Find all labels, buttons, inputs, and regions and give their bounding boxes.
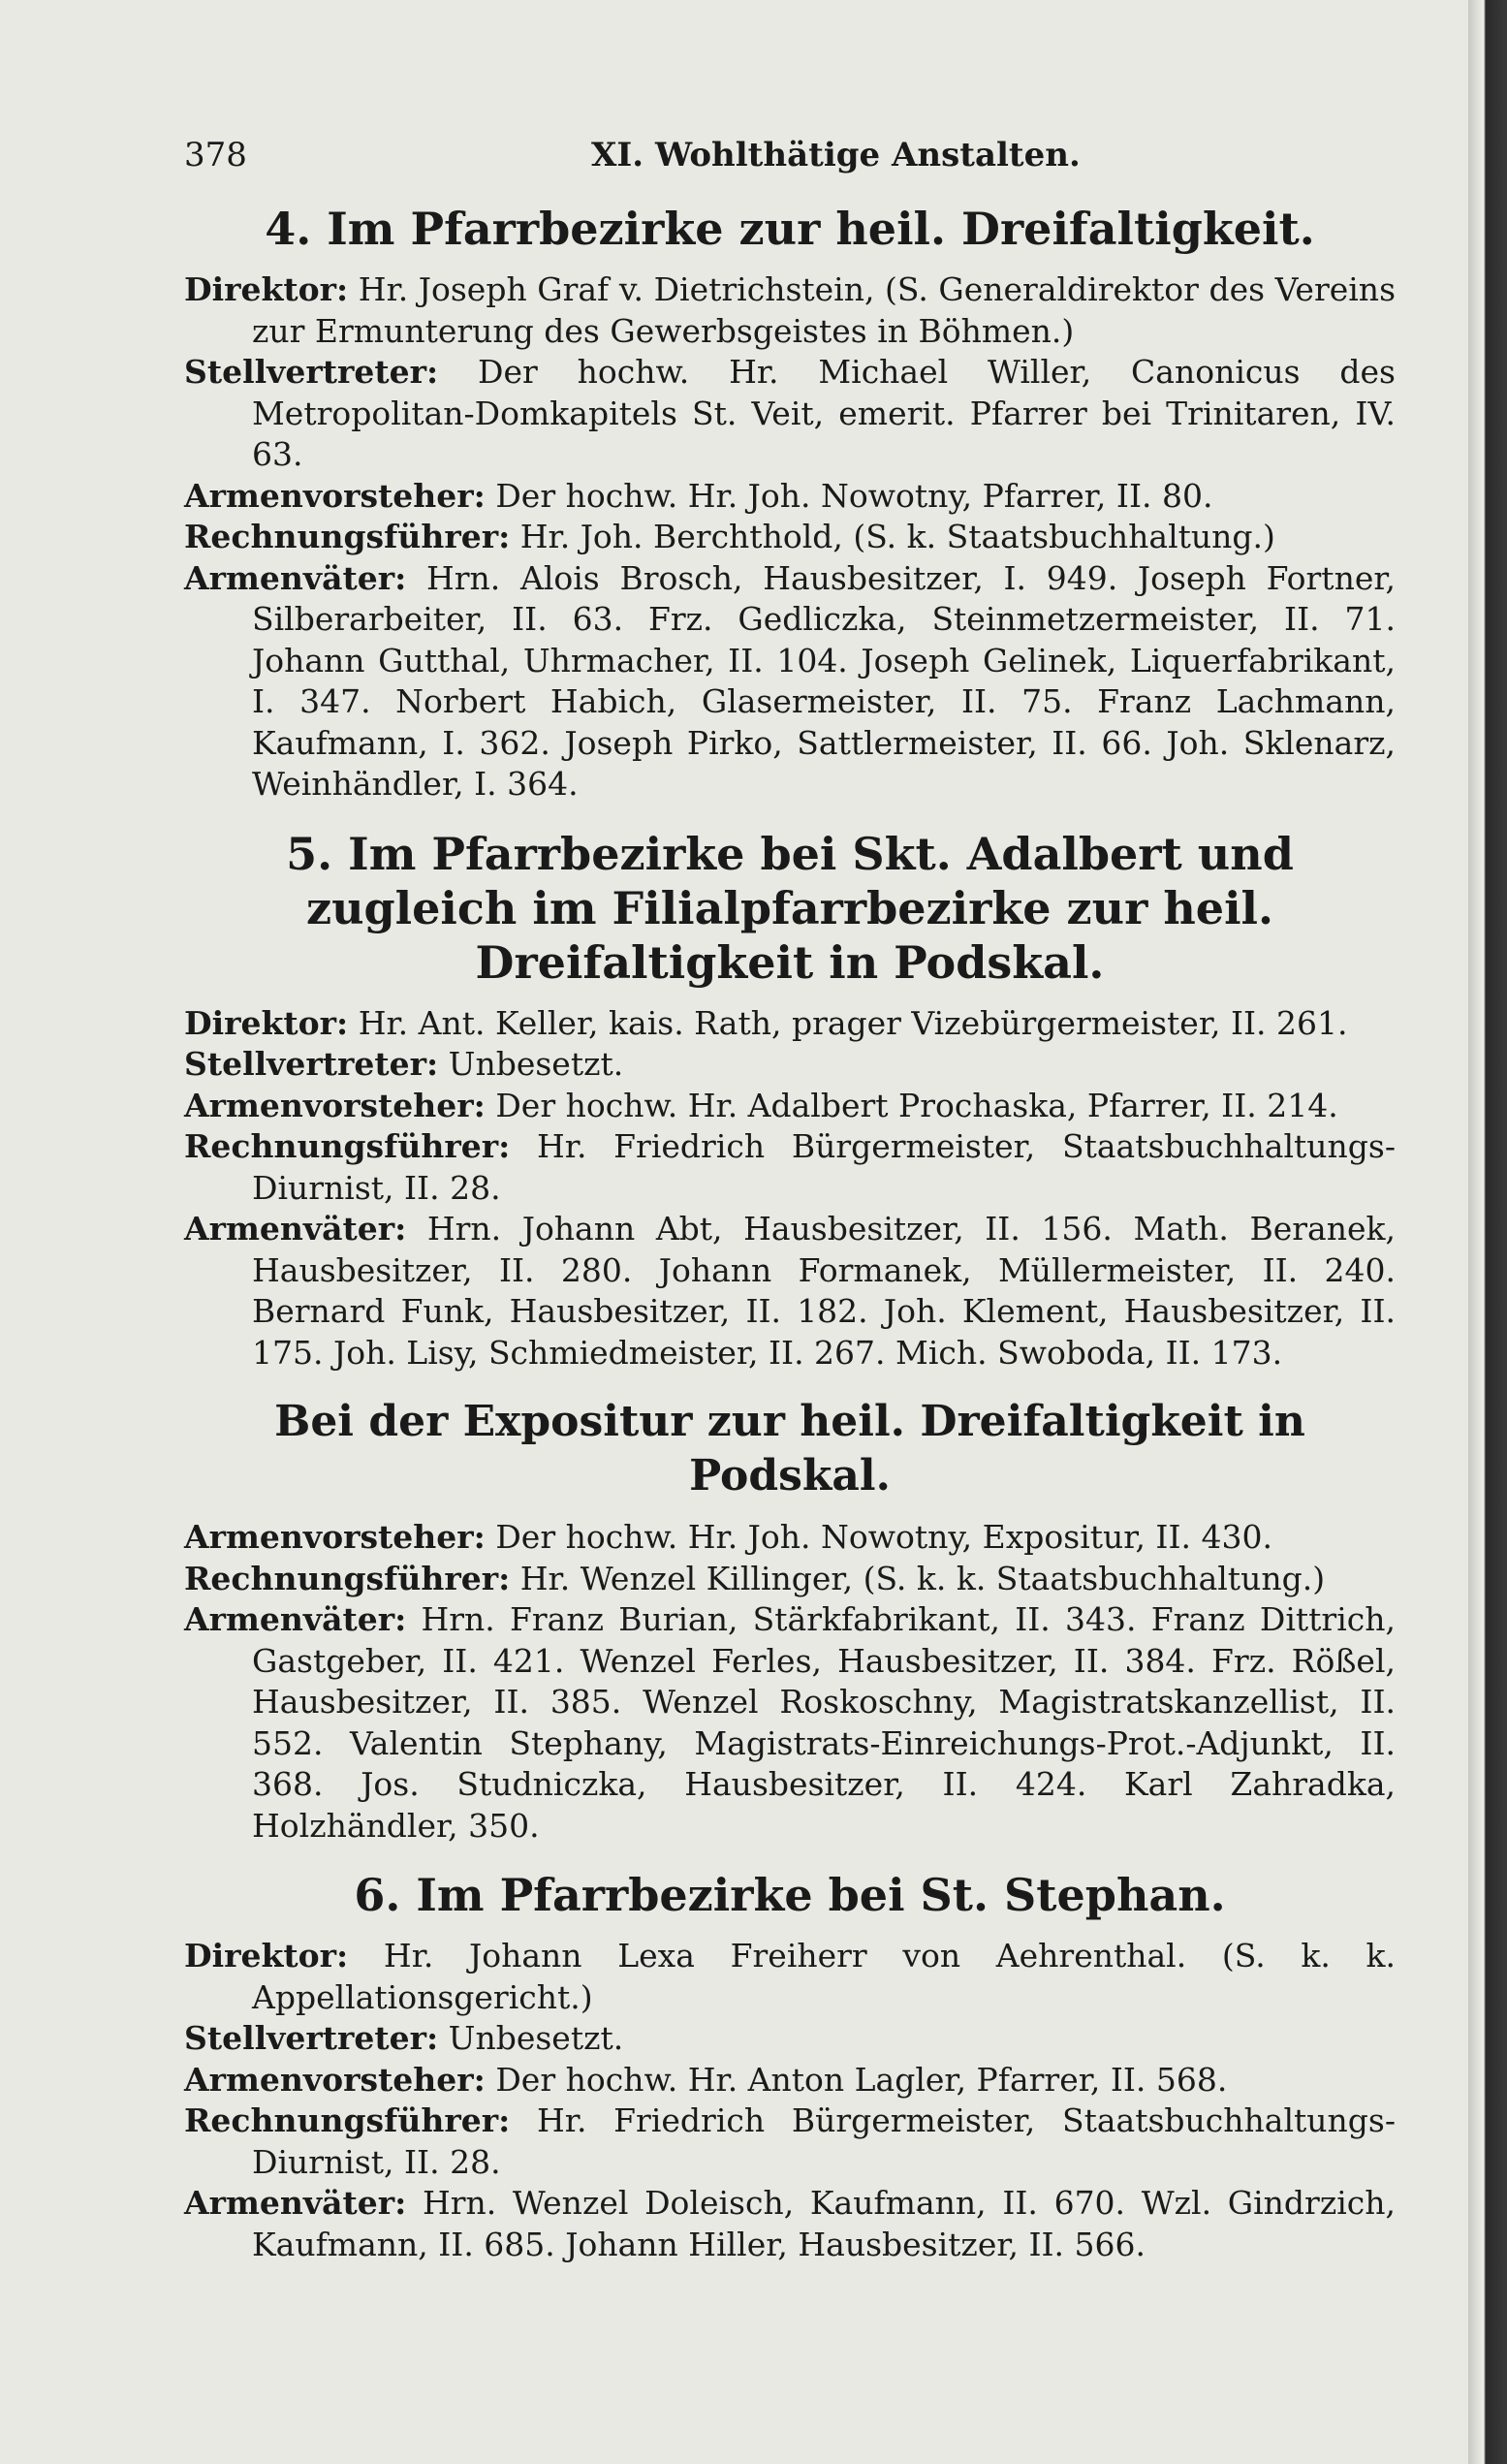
entry-text: Hrn. Alois Brosch, Hausbesitzer, I. 949. Joseph Fortner, Silberarbeiter, II. 63. Frz. Gedliczka, Steinmetzermeister, II. 71. Johann Gutthal, Uhrmacher, II. 104. Joseph Gelinek, Liquerfabrikant, I. 347. Norbert Habich, Glasermeister, II. 75. Franz Lachmann, Kaufmann, I. 362. Joseph Pirko, Sattlermeister, II. 66. Joh. Sklenarz, Weinhändler, I. 364. <box>252 558 1396 803</box>
entry-label: Armenvorsteher: <box>184 476 486 515</box>
section-heading: 5. Im Pfarrbezirke bei Skt. Adalbert und zugleich im Filialpfarrbezirke zur heil. Dreifaltigkeit in Podskal. <box>286 827 1294 989</box>
entry-text: Der hochw. Hr. Joh. Nowotny, Expositur, II. 430. <box>495 1518 1272 1556</box>
section-heading: 6. Im Pfarrbezirke bei St. Stephan. <box>354 1869 1226 1921</box>
entry <box>184 2183 1396 2265</box>
entry-label: Armenväter: <box>184 2184 407 2222</box>
entry-text: Hr. Joh. Berchthold, (S. k. Staatsbuchhaltung.) <box>519 518 1275 555</box>
entry <box>184 1209 1396 1374</box>
entry-text: Hr. Joseph Graf v. Dietrichstein, (S. Generaldirektor des Vereins zur Ermunterung des Gewerbsgeistes in Böhmen.) <box>252 270 1396 350</box>
entry-label: Stellvertreter: <box>184 1045 439 1083</box>
entry-text: Hr. Friedrich Bürgermeister, Staatsbuchhaltungs-Diurnist, II. 28. <box>252 2101 1396 2181</box>
entry-label: Rechnungsführer: <box>184 1127 511 1165</box>
entry <box>184 1086 1396 1127</box>
entry-text: Hrn. Wenzel Doleisch, Kaufmann, II. 670. Wzl. Gindrzich, Kaufmann, II. 685. Johann Hiller, Hausbesitzer, II. 566. <box>252 2184 1396 2263</box>
book-spine-edge <box>1468 0 1507 2464</box>
entry-text: Hr. Wenzel Killinger, (S. k. k. Staatsbuchhaltung.) <box>519 1559 1326 1597</box>
entry-label: Armenväter: <box>184 1210 407 1248</box>
entry <box>184 1126 1396 1209</box>
entry-label: Armenväter: <box>184 1600 407 1638</box>
entry-label: Armenvorsteher: <box>184 1518 486 1556</box>
entry-text: Unbesetzt. <box>448 2019 624 2057</box>
entry-text: Hr. Ant. Keller, kais. Rath, prager Vizebürgermeister, II. 261. <box>358 1003 1348 1042</box>
entry-text: Der hochw. Hr. Anton Lagler, Pfarrer, II. 568. <box>495 2060 1228 2099</box>
entry <box>184 517 1396 558</box>
entry <box>184 1936 1396 2018</box>
entry-label: Direktor: <box>184 270 349 308</box>
entry-label: Stellvertreter: <box>184 353 439 391</box>
entry-label: Rechnungsführer: <box>184 2101 511 2139</box>
entry-label: Armenvorsteher: <box>184 1086 486 1124</box>
entry <box>184 352 1396 476</box>
section-heading: Bei der Expositur zur heil. Dreifaltigkeit in Podskal. <box>274 1397 1305 1501</box>
entry-label: Direktor: <box>184 1937 349 1974</box>
entry <box>184 1044 1396 1086</box>
entry <box>184 558 1396 806</box>
running-header <box>184 136 1396 194</box>
entry <box>184 1599 1396 1847</box>
entry <box>184 2060 1396 2101</box>
entry-text: Der hochw. Hr. Adalbert Prochaska, Pfarrer, II. 214. <box>495 1086 1338 1124</box>
entry-label: Rechnungsführer: <box>184 518 511 555</box>
entry-text: Unbesetzt. <box>448 1045 624 1083</box>
running-title: XI. Wohlthätige Anstalten. <box>591 136 1081 174</box>
entry-label: Direktor: <box>184 1003 349 1042</box>
entry-text: Hr. Friedrich Bürgermeister, Staatsbuchhaltungs-Diurnist, II. 28. <box>252 1127 1396 1207</box>
entry <box>184 1517 1396 1559</box>
section-heading: 4. Im Pfarrbezirke zur heil. Dreifaltigkeit. <box>265 203 1315 255</box>
page-number: 378 <box>184 136 247 174</box>
entry <box>184 2018 1396 2060</box>
entry-text: Der hochw. Hr. Michael Willer, Canonicus des Metropolitan-Domkapitels St. Veit, emerit. Pfarrer bei Trinitaren, IV. 63. <box>252 353 1396 473</box>
entry <box>184 2101 1396 2183</box>
entry <box>184 1003 1396 1045</box>
page-content <box>184 136 1396 2265</box>
entry-text: Hrn. Franz Burian, Stärkfabrikant, II. 343. Franz Dittrich, Gastgeber, II. 421. Wenzel Ferles, Hausbesitzer, II. 384. Frz. Rößel, Hausbesitzer, II. 385. Wenzel Roskoschny, Magistratskanzellist, II. 552. Valentin Stephany, Magistrats-Einreichungs-Prot.-Adjunkt, II. 368. Jos. Studniczka, Hausbesitzer, II. 424. Karl Zahradka, Holzhändler, 350. <box>252 1600 1396 1845</box>
entry <box>184 476 1396 518</box>
entry-label: Stellvertreter: <box>184 2019 439 2057</box>
entry <box>184 269 1396 352</box>
entry-label: Armenväter: <box>184 558 407 597</box>
entry-label: Armenvorsteher: <box>184 2060 486 2099</box>
entry <box>184 1559 1396 1600</box>
entry-text: Hrn. Johann Abt, Hausbesitzer, II. 156. Math. Beranek, Hausbesitzer, II. 280. Johann Formanek, Müllermeister, II. 240. Bernard Funk, Hausbesitzer, II. 182. Joh. Klement, Hausbesitzer, II. 175. Joh. Lisy, Schmiedmeister, II. 267. Mich. Swoboda, II. 173. <box>252 1210 1396 1372</box>
entry-text: Der hochw. Hr. Joh. Nowotny, Pfarrer, II. 80. <box>495 476 1213 515</box>
entry-text: Hr. Johann Lexa Freiherr von Aehrenthal. (S. k. k. Appellationsgericht.) <box>252 1937 1396 2016</box>
entry-label: Rechnungsführer: <box>184 1559 511 1597</box>
